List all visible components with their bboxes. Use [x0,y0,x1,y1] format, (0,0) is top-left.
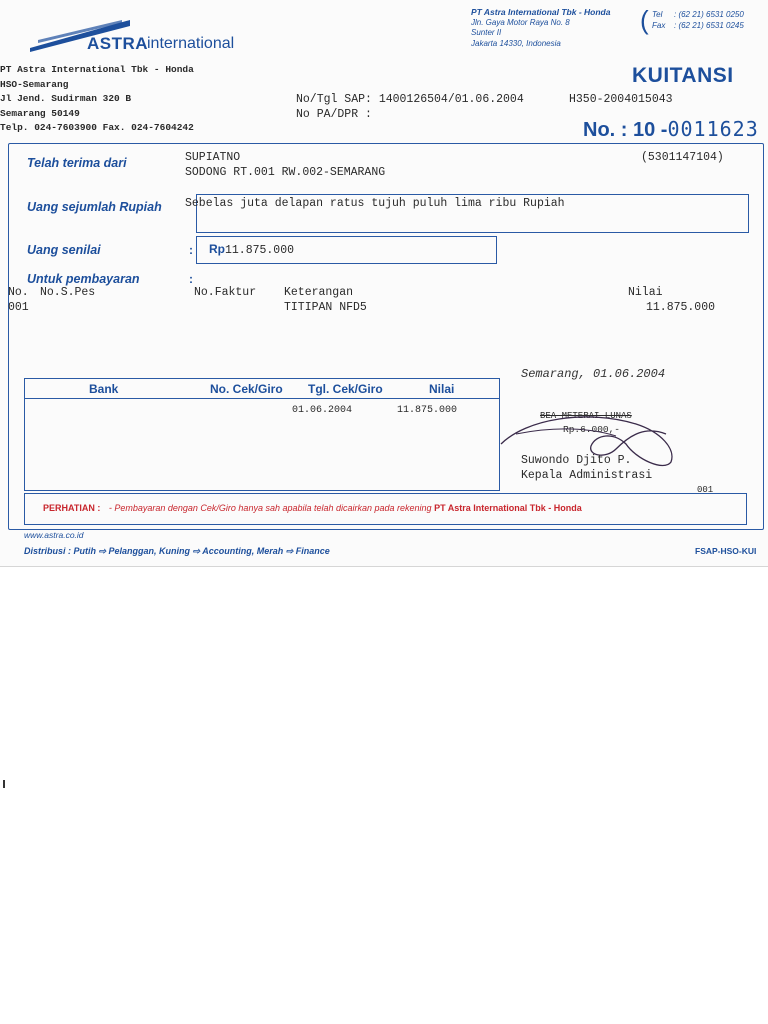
footer-website: www.astra.co.id [24,530,84,540]
payment-label: Untuk pembayaran [27,272,140,286]
items-header-keterangan: Keterangan [284,286,354,299]
amount-colon: : [189,243,193,257]
stamp-line2: Rp.6.000,- [563,424,621,435]
branch-line5: Telp. 024-7603900 Fax. 024-7604242 [0,122,194,133]
astra-logo [30,18,260,58]
items-header-spes: No.S.Pes [40,286,96,299]
cheque-header-date: Tgl. Cek/Giro [308,382,383,396]
fax-row [646,20,768,31]
logo-text-bold: ASTRA [87,34,149,53]
items-header-no: No. [8,286,29,299]
footer-distribution: Distribusi : Putih ⇨ Pelanggan, Kuning ⇨ Accounting, Merah ⇨ Finance [24,546,330,556]
tel-value: : (62 21) 6531 0250 [674,10,744,19]
company-address-line3: Jakarta 14330, Indonesia [471,38,561,48]
items-header-nilai: Nilai [628,286,663,299]
customer-code: (5301147104) [641,151,724,164]
tel-row [646,9,768,20]
scan-speck [3,780,5,788]
amount-words-label: Uang sejumlah Rupiah [27,200,162,214]
document-number-label: No. : 10 - [583,119,668,141]
stamp-line1: BEA METERAI LUNAS [540,411,632,421]
received-from-address: SODONG RT.001 RW.002-SEMARANG [185,166,386,179]
notice-text: - Pembayaran dengan Cek/Giro hanya sah apabila telah dicairkan pada rekening [108,503,432,513]
notice-company: PT Astra International Tbk - Honda [434,503,582,513]
branch-line3: Jl Jend. Sudirman 320 B [0,93,132,104]
company-address-line2: Sunter II [471,28,502,37]
notice-label: PERHATIAN : [43,503,101,513]
fax-label: Fax [652,21,666,30]
place-date: Semarang, 01.06.2004 [521,367,666,381]
signatory-title: Kepala Administrasi [521,469,653,482]
company-contact: ( Tel : (62 21) 6531 0250 Fax : (62 21) 6531 0245 [646,9,768,31]
payment-colon: : [189,272,193,286]
company-address [471,7,641,49]
branch-line1: PT Astra International Tbk - Honda [0,64,194,75]
signatory-name: Suwondo Djito P. [521,454,632,467]
amount-label: Uang senilai [27,243,101,257]
sap-line2: No PA/DPR : [296,108,372,121]
amount-value [209,242,294,257]
branch-info [0,63,290,136]
cheque-row-date: 01.06.2004 [292,405,353,416]
document-title: KUITANSI [632,64,734,87]
cheque-row-value: 11.875.000 [397,405,458,416]
company-address-line1: Jln. Gaya Motor Raya No. 8 [471,17,570,27]
branch-line4: Semarang 50149 [0,107,80,119]
amount-words-value: Sebelas juta delapan ratus tujuh puluh lima ribu Rupiah [185,197,565,210]
sap-line1: No/Tgl SAP: 1400126504/01.06.2004 [296,93,524,106]
branch-line2: HSO-Semarang [0,78,69,90]
cheque-header-bank: Bank [89,382,119,396]
fax-value: : (62 21) 6531 0245 [674,21,744,30]
sap-ref: H350-2004015043 [569,93,673,106]
cheque-header-value: Nilai [429,382,455,396]
items-row-no: 001 [8,301,29,314]
cheque-header-no: No. Cek/Giro [210,382,283,396]
amount-currency: Rp [209,242,225,256]
received-from-name: SUPIATNO [185,151,241,164]
items-row-keterangan: TITIPAN NFD5 [284,301,367,314]
company-name: PT Astra International Tbk - Honda [471,7,611,17]
logo-text-light: international [147,35,235,52]
items-header-faktur: No.Faktur [194,286,257,299]
footer-form-code: FSAP-HSO-KUI [695,546,757,556]
notice [43,503,582,513]
amount-number: 11.875.000 [225,244,295,257]
received-from-label: Telah terima dari [27,156,127,170]
tel-label: Tel [652,10,663,19]
cheque-header-line [24,398,500,399]
signatory-code: 001 [697,485,714,495]
document-number-value: 0011623 [667,117,759,141]
document-number [583,117,759,142]
items-row-nilai: 11.875.000 [646,301,716,314]
